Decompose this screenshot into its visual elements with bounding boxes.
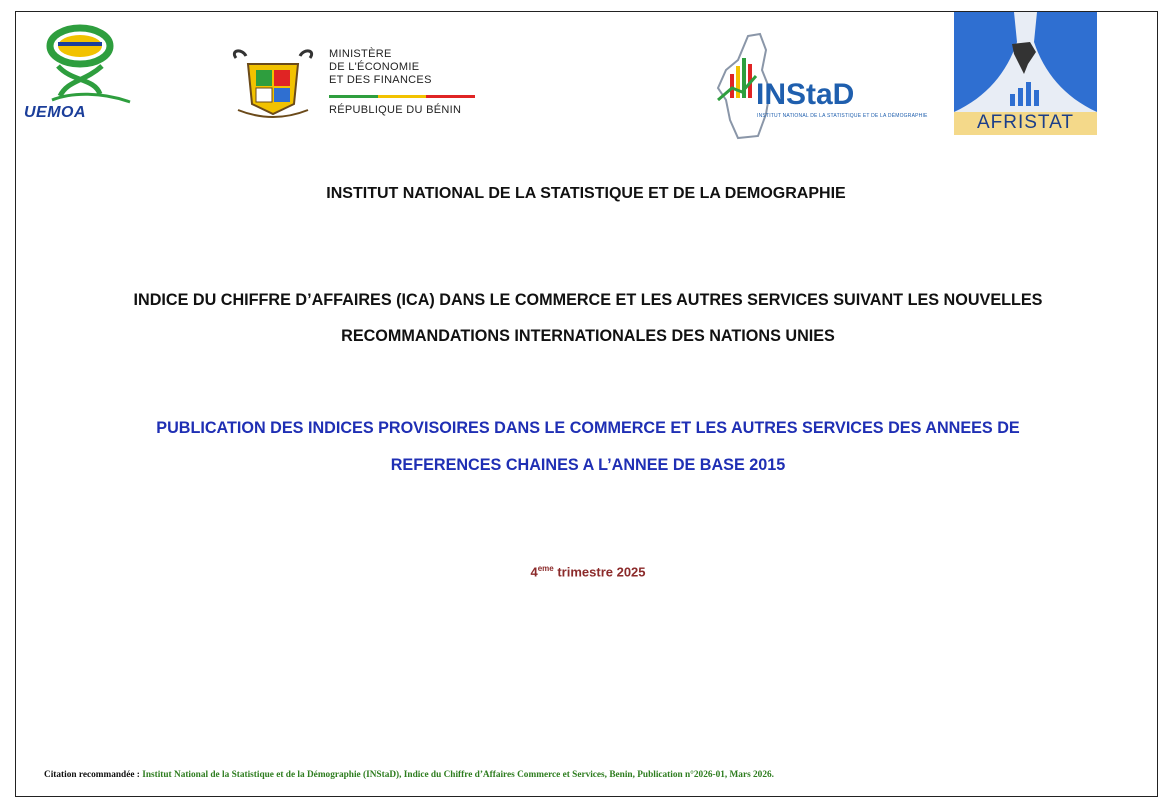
citation-text: Institut National de la Statistique et de la Démographie (INStaD), Indice du Chiffre d’Affaires Commerce et Services, Benin, Publication n°2026-01, Mars 2026. [142,770,774,780]
instad-label: INStaD [756,78,855,111]
benin-flag-bar [329,95,475,98]
uemoa-label: UEMOA [24,104,87,121]
quarter-number: 4 [530,564,538,580]
institute-heading: INSTITUT NATIONAL DE LA STATISTIQUE ET DE LA DEMOGRAPHIE [326,185,846,202]
benin-coat-of-arms-logo [228,48,318,122]
citation-label: Citation recommandée : [44,770,143,780]
citation [44,770,774,780]
quarter-suffix: eme [537,564,554,573]
subtitle-line-1: PUBLICATION DES INDICES PROVISOIRES DANS LE COMMERCE ET LES AUTRES SERVICES DES ANNEES DE [156,419,1020,437]
afristat-label: AFRISTAT [955,112,1096,134]
document-subtitle [40,410,1136,484]
ministry-name [329,48,432,87]
ministry-line-2: DE L'ÉCONOMIE [329,61,420,73]
ministry-line-1: MINISTÈRE [329,48,392,60]
quarter-label [0,564,1172,579]
title-line-2: RECOMMANDATIONS INTERNATIONALES DES NATIONS UNIES [341,327,835,345]
document-title [40,282,1136,354]
ministry-line-3: ET DES FINANCES [329,74,432,86]
subtitle-line-2: REFERENCES CHAINES A L’ANNEE DE BASE 2015 [390,456,786,474]
title-line-1: INDICE DU CHIFFRE D’AFFAIRES (ICA) DANS LE COMMERCE ET LES AUTRES SERVICES SUIVANT LES NOUVELLES [133,291,1043,309]
republic-label: RÉPUBLIQUE DU BÉNIN [329,104,462,116]
instad-subtitle: INSTITUT NATIONAL DE LA STATISTIQUE ET DE LA DÉMOGRAPHIE [757,113,928,119]
quarter-text: trimestre 2025 [553,564,646,580]
